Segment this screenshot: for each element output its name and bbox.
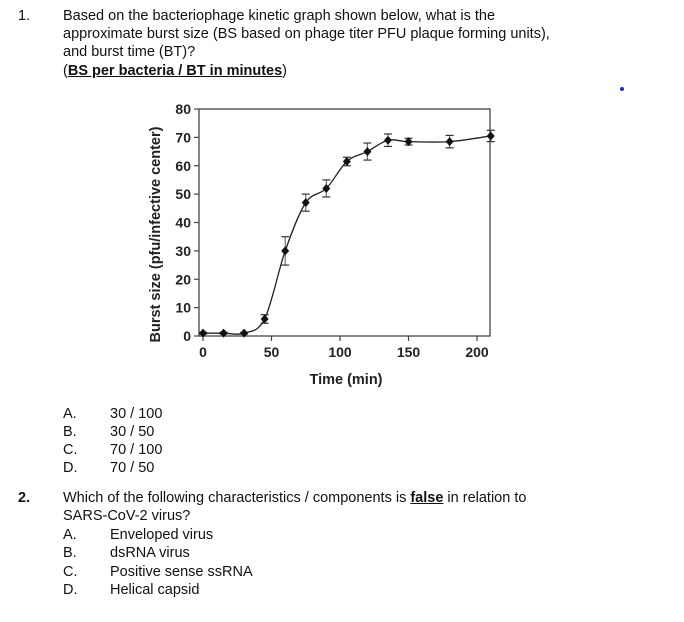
x-tick-label: 0: [199, 344, 207, 360]
y-tick-label: 0: [183, 328, 191, 344]
q2-option-a-letter: A.: [63, 527, 77, 543]
y-tick-label: 10: [175, 299, 191, 316]
q1-option-b-letter: B.: [63, 424, 77, 440]
data-point: [446, 137, 454, 146]
data-point: [487, 131, 495, 140]
q1-option-a-letter: A.: [63, 406, 77, 422]
y-tick-label: 40: [175, 214, 191, 231]
question-2-number: 2.: [18, 490, 31, 506]
data-point: [363, 147, 371, 156]
question-2-line-2: SARS-CoV-2 virus?: [63, 508, 191, 524]
y-axis-label: Burst size (pfu/infective center): [148, 126, 164, 343]
question-2-line-1: [63, 489, 526, 507]
q1-option-d-text: 70 / 50: [110, 460, 155, 476]
question-1-line-3: and burst time (BT)?: [63, 44, 196, 60]
q2-option-c-letter: C.: [63, 564, 78, 580]
data-point: [384, 136, 392, 145]
y-tick-label: 60: [175, 157, 191, 174]
q1-option-c-letter: C.: [63, 442, 78, 458]
question-1-answer-format: [63, 62, 287, 80]
y-tick-label: 50: [175, 186, 191, 203]
paren-close: ): [282, 63, 288, 79]
q1-option-c-text: 70 / 100: [110, 442, 163, 458]
burst-size-chart: [140, 95, 500, 395]
q2-text-pre: Which of the following characteristics / components is: [63, 490, 411, 506]
paren-open: (: [63, 63, 68, 79]
q2-option-b-letter: B.: [63, 545, 77, 561]
question-1-number: 1.: [18, 8, 31, 24]
q2-option-a-text: Enveloped virus: [110, 527, 214, 543]
y-tick-label: 80: [175, 101, 191, 117]
x-axis-label: Time (min): [309, 372, 383, 388]
x-tick-label: 100: [328, 344, 352, 360]
question-1-line-1: Based on the bacteriophage kinetic graph shown below, what is the: [63, 8, 496, 24]
q2-text-post: in relation to: [443, 490, 527, 506]
question-1-line-2: approximate burst size (BS based on phage titer PFU plaque forming units),: [63, 26, 550, 42]
q2-option-d-text: Helical capsid: [110, 582, 200, 598]
x-tick-label: 150: [396, 344, 421, 360]
x-tick-label: 200: [465, 344, 489, 360]
plot-frame: [199, 109, 490, 336]
y-tick-label: 30: [175, 242, 191, 259]
answer-format-text: BS per bacteria / BT in minutes: [67, 63, 283, 79]
q2-option-c-text: Positive sense ssRNA: [110, 564, 253, 580]
q2-emphasis-false: false: [410, 490, 444, 506]
data-point: [261, 314, 269, 323]
q2-option-b-text: dsRNA virus: [110, 545, 190, 561]
x-tick-label: 50: [263, 344, 280, 360]
q1-option-a-text: 30 / 100: [110, 406, 163, 422]
q1-option-b-text: 30 / 50: [110, 424, 155, 440]
q1-option-d-letter: D.: [63, 460, 78, 476]
y-tick-label: 70: [175, 129, 191, 146]
q2-option-d-letter: D.: [63, 582, 78, 598]
data-point: [281, 246, 289, 255]
stray-dot: [620, 87, 624, 91]
y-tick-label: 20: [175, 271, 191, 288]
